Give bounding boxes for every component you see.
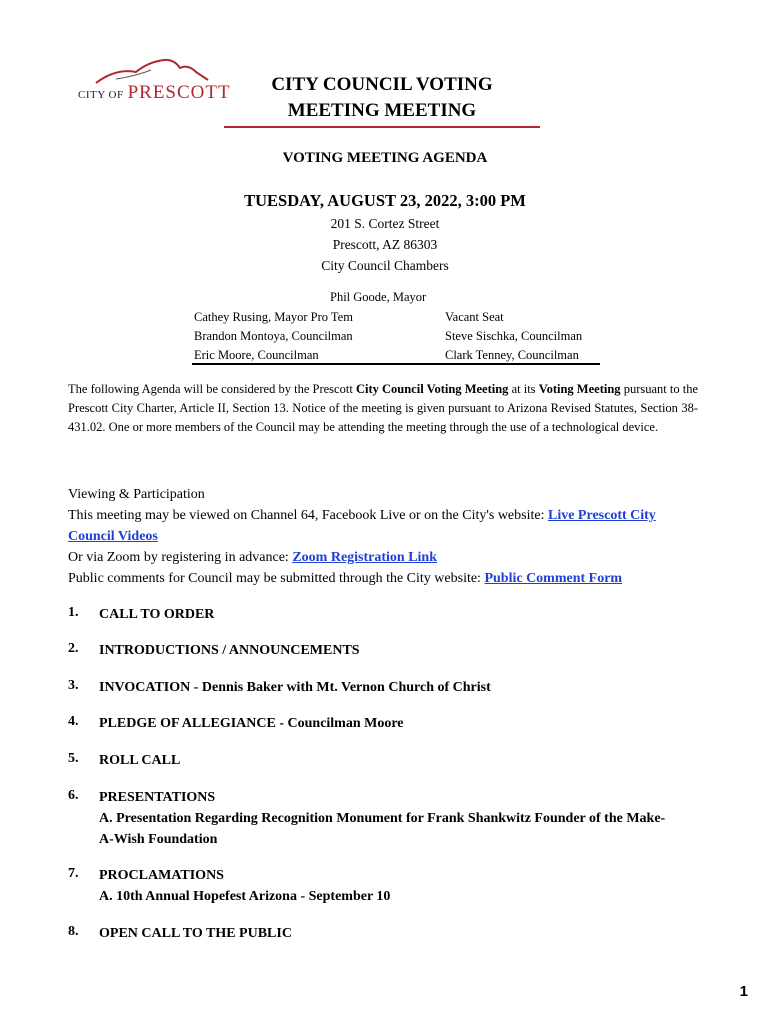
viewing-line-2: Or via Zoom by registering in advance: xyxy=(68,550,293,565)
council-member: Eric Moore, Councilman xyxy=(194,348,319,362)
item-sub: A. Presentation Regarding Recognition Monument for Frank Shankwitz Founder of the Make-A-Wish Foundation xyxy=(99,811,666,847)
meeting-date: TUESDAY, AUGUST 23, 2022, 3:00 PM xyxy=(244,191,526,210)
live-videos-link[interactable]: Live Prescott City Council Videos xyxy=(68,508,656,544)
logo-name: PRESCOTT xyxy=(127,82,231,103)
item-number: 3. xyxy=(68,678,79,693)
item-number: 1. xyxy=(68,605,79,620)
city-logo xyxy=(76,56,231,103)
agenda-item-open-call: OPEN CALL TO THE PUBLIC xyxy=(99,926,292,941)
council-member: Clark Tenney, Councilman xyxy=(445,348,579,362)
item-number: 6. xyxy=(68,788,79,803)
council-left-column xyxy=(194,308,353,365)
page-title xyxy=(222,72,542,124)
agenda-item-invocation: INVOCATION - Dennis Baker with Mt. Vernon Church of Christ xyxy=(99,680,491,695)
council-divider xyxy=(192,363,600,365)
council-member: Cathey Rusing, Mayor Pro Tem xyxy=(194,310,353,324)
intro-paragraph xyxy=(68,380,698,437)
council-member: Steve Sischka, Councilman xyxy=(445,329,583,343)
council-member: Vacant Seat xyxy=(445,310,504,324)
viewing-heading: Viewing & Participation xyxy=(68,487,205,502)
intro-bold-meeting: City Council Voting Meeting xyxy=(355,382,509,396)
council-right-column xyxy=(445,308,582,365)
title-divider xyxy=(224,126,540,128)
viewing-line-1: This meeting may be viewed on Channel 64, Facebook Live or on the City's website: xyxy=(68,508,548,523)
council-mayor: Phil Goode, Mayor xyxy=(330,290,427,304)
item-heading: PRESENTATIONS xyxy=(99,790,216,805)
agenda-item-presentations xyxy=(99,787,669,850)
item-heading: PROCLAMATIONS xyxy=(99,868,224,883)
agenda-item-pledge: PLEDGE OF ALLEGIANCE - Councilman Moore xyxy=(99,716,404,731)
agenda-item-roll-call: ROLL CALL xyxy=(99,753,181,768)
title-line-1: CITY COUNCIL VOTING xyxy=(271,74,493,95)
agenda-item-introductions: INTRODUCTIONS / ANNOUNCEMENTS xyxy=(99,643,360,658)
agenda-item-proclamations xyxy=(99,865,699,907)
zoom-registration-link[interactable]: Zoom Registration Link xyxy=(292,550,438,565)
item-number: 7. xyxy=(68,866,79,881)
title-line-2: MEETING MEETING xyxy=(287,100,477,121)
item-number: 5. xyxy=(68,751,79,766)
page-number: 1 xyxy=(739,983,748,1000)
intro-text: at its xyxy=(508,382,539,396)
address-city: Prescott, AZ 86303 xyxy=(332,237,438,252)
public-comment-link[interactable]: Public Comment Form xyxy=(484,571,623,586)
item-sub: A. 10th Annual Hopefest Arizona - September 10 xyxy=(99,889,391,904)
viewing-section xyxy=(68,484,688,589)
address-street: 201 S. Cortez Street xyxy=(330,216,440,231)
viewing-line-3: Public comments for Council may be submitted through the City website: xyxy=(68,571,485,586)
item-number: 2. xyxy=(68,641,79,656)
intro-text: The following Agenda will be considered by the Prescott xyxy=(68,382,356,396)
logo-prefix: CITY OF xyxy=(78,89,124,101)
item-number: 4. xyxy=(68,714,79,729)
item-number: 8. xyxy=(68,924,79,939)
council-member: Brandon Montoya, Councilman xyxy=(194,329,353,343)
intro-text: pursuant to the Prescott City Charter, Article II, Section 13. Notice of the meeting is given pursuant to Arizona Revised Statutes, Section 38-431.02. One or more members of the Council may be attending the meeting through the use of a technological device. xyxy=(68,382,699,434)
address-block xyxy=(0,213,770,276)
address-venue: City Council Chambers xyxy=(321,258,449,273)
agenda-item-call-to-order: CALL TO ORDER xyxy=(99,607,215,622)
intro-bold-voting: Voting Meeting xyxy=(538,382,621,396)
agenda-heading: VOTING MEETING AGENDA xyxy=(282,150,488,166)
